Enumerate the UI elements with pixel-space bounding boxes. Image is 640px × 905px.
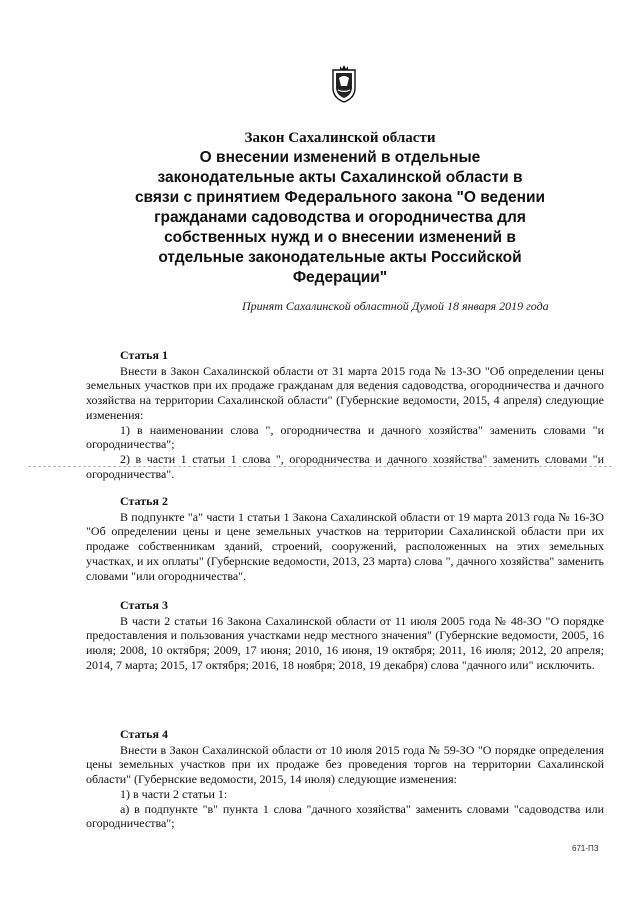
article-4 xyxy=(86,727,604,831)
article-heading: Статья 3 xyxy=(120,598,168,612)
article-3 xyxy=(86,598,604,673)
coat-of-arms-icon xyxy=(329,64,359,104)
law-title-line: Федерации" xyxy=(292,269,388,286)
law-title-line: отдельные законодательные акты Российской xyxy=(158,249,522,266)
article-paragraph: 1) в части 2 статьи 1: xyxy=(120,786,228,801)
article-paragraph: Внести в Закон Сахалинской области от 10 июля 2015 года № 59-ЗО "О порядке определения цены земельных участков при их продаже без проведения торгов на территории Сахалинской области" (Губернские ведомости, 2015, 14 июля) следующие изменения: xyxy=(86,742,604,787)
article-1 xyxy=(86,348,604,481)
article-paragraph: 2) в части 1 статьи 1 слова ", огородничества и дачного хозяйства" заменить словами "и огородничества". xyxy=(86,451,604,481)
law-title-line: законодательные акты Сахалинской области в xyxy=(157,169,523,186)
article-paragraph: Внести в Закон Сахалинской области от 31 марта 2015 года № 13-ЗО "Об определении цены земельных участков при их продаже гражданам для ведения садоводства, огородничества и дачного хозяйства на территории Сахалинской области" (Губернские ведомости, 2015, 4 апреля) следующие изменения: xyxy=(86,363,604,422)
law-title-heading: Закон Сахалинской области xyxy=(244,130,436,146)
document-code: 671-ПЗ xyxy=(572,844,599,853)
law-title-line: гражданами садоводства и огородничества для xyxy=(154,209,526,226)
article-2 xyxy=(86,494,604,583)
article-paragraph: 1) в наименовании слова ", огородничества и дачного хозяйства" заменить словами "и огородничества"; xyxy=(86,422,604,452)
adoption-note: Принят Сахалинской областной Думой 18 января 2019 года xyxy=(242,299,549,313)
article-heading: Статья 1 xyxy=(120,348,168,362)
article-heading: Статья 4 xyxy=(120,727,168,741)
law-title-line: собственных нужд и о внесении изменений в xyxy=(164,229,516,246)
law-title-line: связи с принятием Федерального закона "О ведении xyxy=(134,189,546,206)
article-paragraph: а) в подпункте "в" пункта 1 слова "дачного хозяйства" заменить словами "садоводства или огородничества"; xyxy=(86,801,604,831)
law-title xyxy=(100,128,580,288)
article-paragraph: В подпункте "а" части 1 статьи 1 Закона Сахалинской области от 19 марта 2013 года № 16-ЗО "Об определении цены и цене земельных участков на территории Сахалинской области при их продаже собственникам зданий, строений, сооружений, расположенных на этих земельных участках, и их оплаты" (Губернские ведомости, 2013, 23 марта) слова ", дачного хозяйства" заменить словами "или огородничества". xyxy=(86,509,604,583)
article-paragraph: В части 2 статьи 16 Закона Сахалинской области от 11 июля 2005 года № 48-ЗО "О порядке предоставления и пользования участками недр местного значения" (Губернские ведомости, 2005, 16 июля; 2008, 10 октября; 2009, 17 июня; 2010, 16 июня, 19 октября; 2011, 16 июля; 2012, 20 апреля; 2014, 7 марта; 2015, 17 октября; 2016, 18 ноября; 2018, 19 декабря) слова "дачного или" исключить. xyxy=(86,613,604,672)
law-title-line: О внесении изменений в отдельные xyxy=(199,149,481,166)
article-heading: Статья 2 xyxy=(120,494,168,508)
scan-artifact-line xyxy=(28,466,612,467)
